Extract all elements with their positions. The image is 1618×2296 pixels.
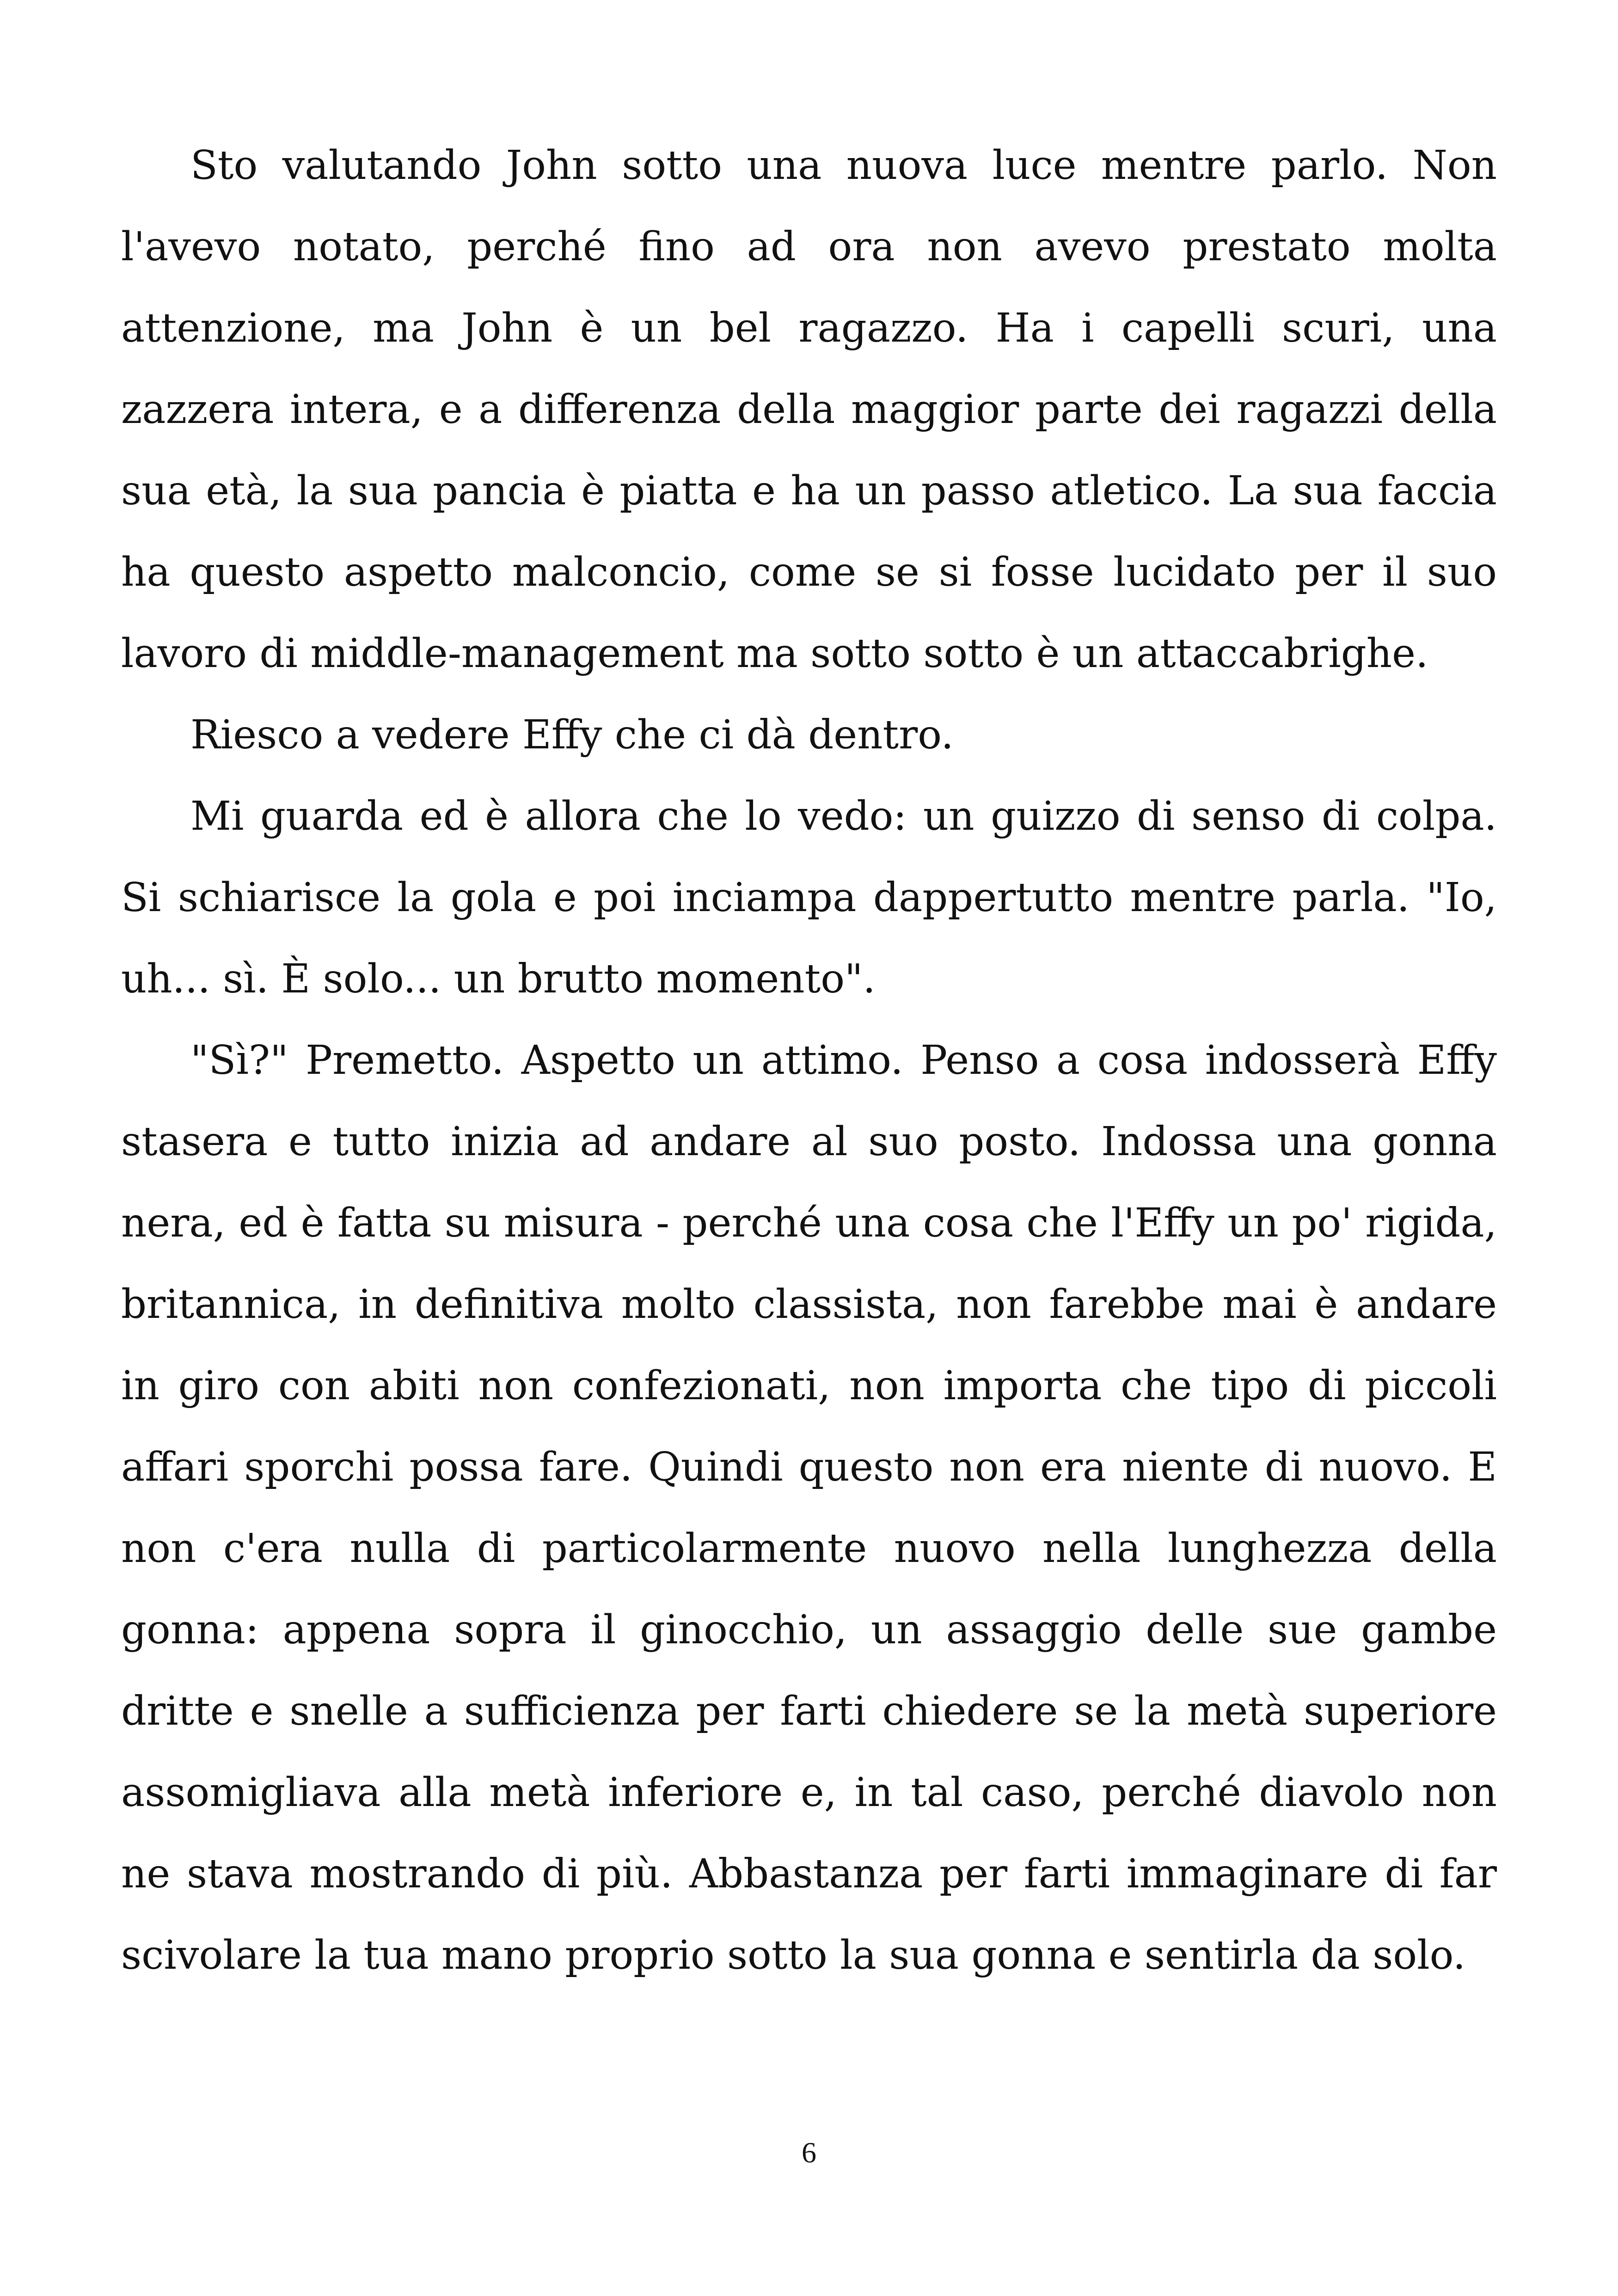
paragraph-1: Sto valutando John sotto una nuova luce mentre parlo. Non l'avevo notato, perché fino ad ora non avevo prestato molta attenzione, ma John è un bel ragazzo. Ha i capelli scuri, una zazzera intera, e a differenza della maggior parte dei ragazzi della sua età, la sua pancia è piatta e ha un passo atletico. La sua faccia ha questo aspetto malconcio, come se si fosse lucidato per il suo lavoro di middle-management ma sotto sotto è un attaccabrighe.	[121, 142, 1497, 677]
paragraph-4: "Sì?" Premetto. Aspetto un attimo. Penso a cosa indosserà Effy stasera e tutto inizia ad andare al suo posto. Indossa una gonna nera, ed è fatta su misura - perché una cosa che l'Effy un po' rigida, britannica, in definitiva molto classista, non farebbe mai è andare in giro con abiti non confezionati, non importa che tipo di piccoli affari sporchi possa fare. Quindi questo non era niente di nuovo. E non c'era nulla di particolarmente nuovo nella lunghezza della gonna: appena sopra il ginocchio, un assaggio delle sue gambe dritte e snelle a sufficienza per farti chiedere se la metà superiore assomigliava alla metà inferiore e, in tal caso, perché diavolo non ne stava mostrando di più. Abbastanza per farti immaginare di far scivolare la tua mano proprio sotto la sua gonna e sentirla da solo.	[121, 1037, 1497, 1978]
paragraph-2: Riesco a vedere Effy che ci dà dentro.	[190, 712, 954, 758]
body-text	[121, 125, 1497, 1996]
page-number: 6	[802, 2136, 816, 2169]
paragraph-3: Mi guarda ed è allora che lo vedo: un guizzo di senso di colpa. Si schiarisce la gola e poi inciampa dappertutto mentre parla. "Io, uh... sì. È solo... un brutto momento".	[121, 793, 1497, 1002]
